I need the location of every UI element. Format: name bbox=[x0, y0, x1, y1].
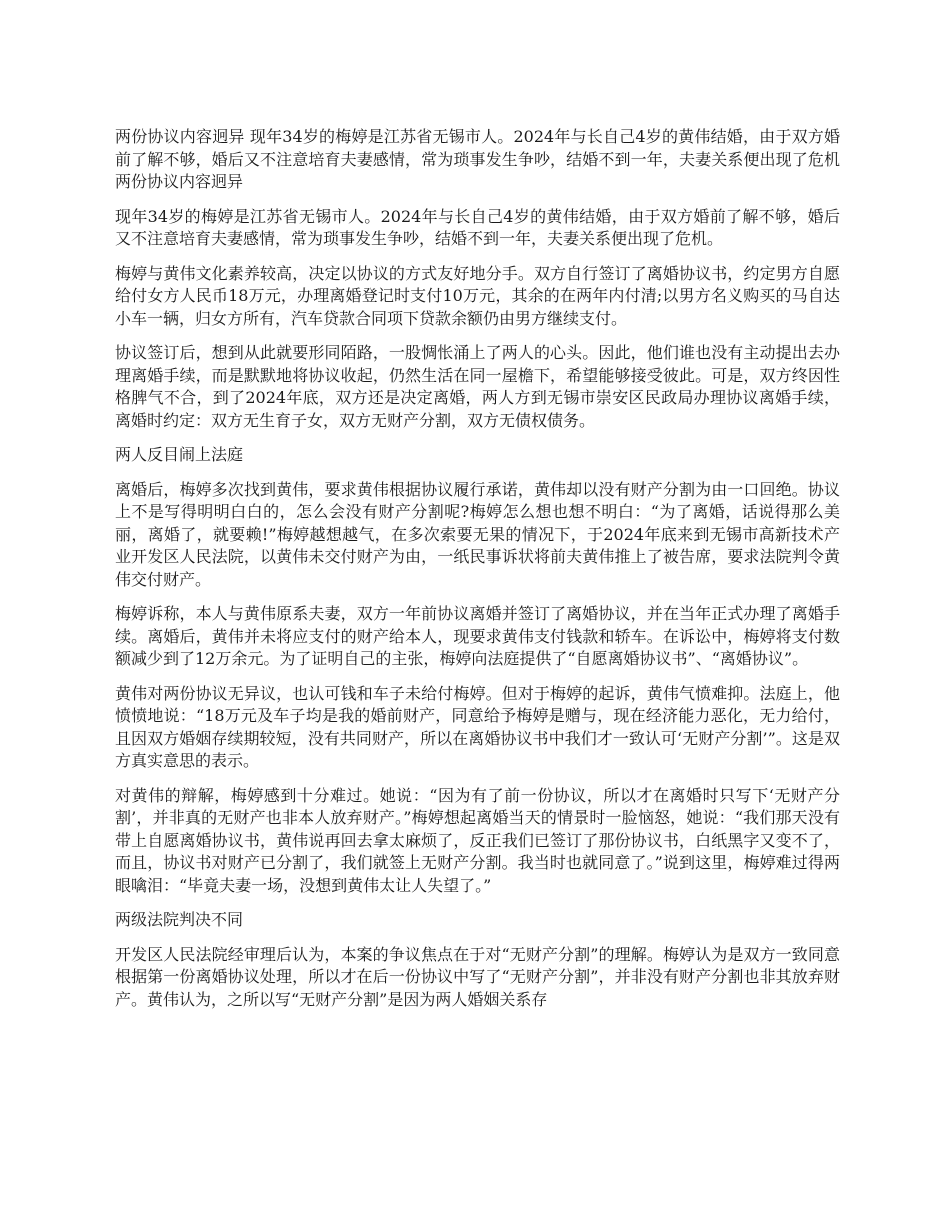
paragraph-lawsuit: 离婚后，梅婷多次找到黄伟，要求黄伟根据协议履行承诺，黄伟却以没有财产分割为由一口回绝。协议上不是写得明明白白的，怎么会没有财产分割呢?梅婷怎么想也想不明白：“为了离婚，话说得那么美丽，离婚了，就要赖!”梅婷越想越气，在多次索要无果的情况下，于2024年底来到无锡市高新技术产业开发区人民法院，以黄伟未交付财产为由，一纸民事诉状将前夫黄伟推上了被告席，要求法院判令黄伟交付财产。 bbox=[115, 479, 840, 589]
paragraph-background: 现年34岁的梅婷是江苏省无锡市人。2024年与长自己4岁的黄伟结婚，由于双方婚前了解不够，婚后又不注意培育夫妻感情，常为琐事发生争吵，结婚不到一年，夫妻关系便出现了危机。 bbox=[115, 206, 840, 248]
paragraph-agreement: 梅婷与黄伟文化素养较高，决定以协议的方式友好地分手。双方自行签订了离婚协议书，约定男方自愿给付女方人民币18万元，办理离婚登记时支付10万元，其余的在两年内付清;以男方名义购买的马自达小车一辆，归女方所有，汽车贷款合同项下贷款余额仍由男方继续支付。 bbox=[115, 263, 840, 328]
paragraph-intro: 两份协议内容迥异 现年34岁的梅婷是江苏省无锡市人。2024年与长自己4岁的黄伟结婚，由于双方婚前了解不够，婚后又不注意培育夫妻感情，常为琐事发生争吵，结婚不到一年，夫妻关系便出现了危机 两份协议内容迥异 bbox=[115, 127, 840, 191]
paragraph-divorce: 协议签订后，想到从此就要形同陌路，一股惆怅涌上了两人的心头。因此，他们谁也没有主动提出去办理离婚手续，而是默默地将协议收起，仍然生活在同一屋檐下，希望能够接受彼此。可是，双方终因性格脾气不合，到了2024年底，双方还是决定离婚，两人方到无锡市崇安区民政局办理协议离婚手续，离婚时约定：双方无生育子女，双方无财产分割，双方无债权债务。 bbox=[115, 343, 840, 430]
document-body bbox=[115, 126, 840, 1023]
paragraph-response: 对黄伟的辩解，梅婷感到十分难过。她说：“因为有了前一份协议，所以才在离婚时只写下‘无财产分割’，并非真的无财产也非本人放弃财产。”梅婷想起离婚当天的情景时一脸恼怒，她说：“我们那天没有带上自愿离婚协议书，黄伟说再回去拿太麻烦了，反正我们已签订了那份协议书，白纸黑字又变不了，而且，协议书对财产已分割了，我们就签上无财产分割。我当时也就同意了。”说到这里，梅婷难过得两眼噙泪：“毕竟夫妻一场，没想到黄伟太让人失望了。” bbox=[115, 785, 840, 895]
paragraph-claim: 梅婷诉称，本人与黄伟原系夫妻，双方一年前协议离婚并签订了离婚协议，并在当年正式办理了离婚手续。离婚后，黄伟并未将应支付的财产给本人，现要求黄伟支付钱款和轿车。在诉讼中，梅婷将支付数额减少到了12万余元。为了证明自己的主张，梅婷向法庭提供了“自愿离婚协议书”、“离婚协议”。 bbox=[115, 604, 840, 668]
paragraph-defense: 黄伟对两份协议无异议，也认可钱和车子未给付梅婷。但对于梅婷的起诉，黄伟气愤难抑。法庭上，他愤愤地说：“18万元及车子均是我的婚前财产，同意给予梅婷是赠与，现在经济能力恶化，无力给付，且因双方婚姻存续期较短，没有共同财产，所以在离婚协议书中我们才一致认可‘无财产分割’”。这是双方真实意思的表示。 bbox=[115, 683, 840, 770]
paragraph-judgment: 开发区人民法院经审理后认为，本案的争议焦点在于对“无财产分割”的理解。梅婷认为是双方一致同意根据第一份离婚协议处理，所以才在后一份协议中写了“无财产分割”，并非没有财产分割也非其放弃财产。黄伟认为，之所以写“无财产分割”是因为两人婚姻关系存 bbox=[115, 944, 840, 1009]
section-heading-judgment: 两级法院判决不同 bbox=[115, 910, 244, 929]
section-heading-court: 两人反目闹上法庭 bbox=[115, 445, 244, 464]
